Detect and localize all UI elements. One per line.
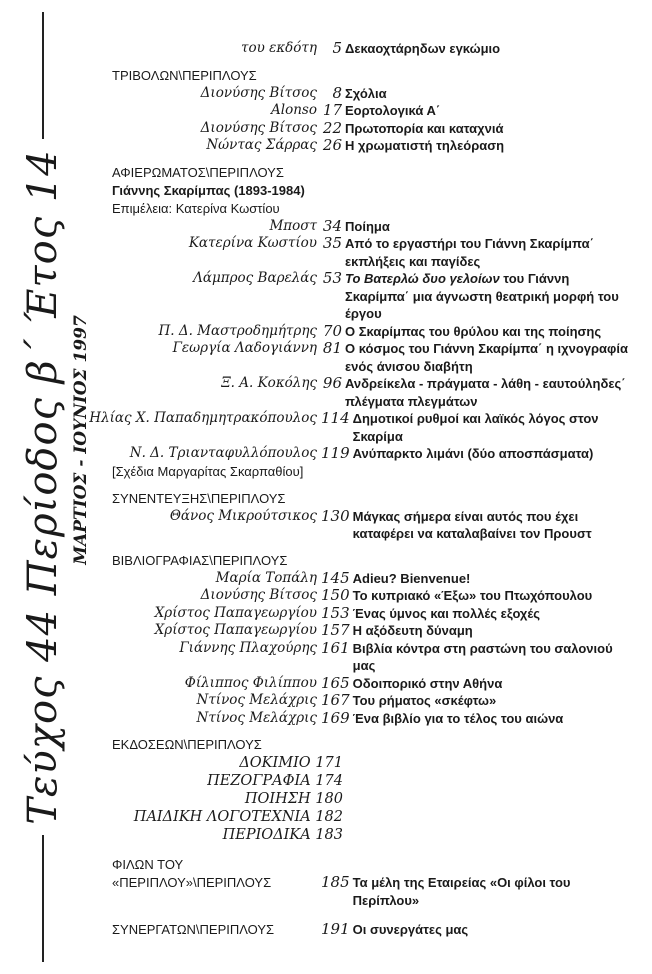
edition-page: 174 [315, 773, 343, 789]
edition-page: 183 [315, 827, 343, 843]
toc-entry [112, 85, 642, 103]
entry-title [345, 102, 630, 120]
entry-title-text: Ποίημα [345, 218, 390, 234]
section-heading: ΤΡΙΒΟΛΩΝ\ΠΕΡΙΠΛΟΥΣ [112, 67, 257, 83]
entry-page: 53 [322, 269, 342, 287]
entry-page: 96 [322, 374, 342, 392]
toc-entry [112, 605, 642, 623]
entry-page: 145 [321, 568, 350, 587]
entry-author: Θάνος Μικρούτσικος [169, 507, 317, 524]
entry-author: Διονύσης Βίτσος [200, 119, 317, 136]
toc-section [112, 67, 642, 155]
entry-title-text: Ένα βιβλίο για το τέλος του αιώνα [352, 710, 564, 726]
entry-title-text: Οδοιπορικό στην Αθήνα [352, 675, 503, 691]
entry-title-text: Πρωτοπορία και καταχνιά [345, 120, 504, 136]
entry-title-text: Ανύπαρκτο λιμάνι (δύο αποσπάσματα) [352, 446, 594, 461]
entry-title [353, 508, 638, 543]
entry-author: Διονύσης Βίτσος [200, 587, 317, 603]
section-heading: ΑΦΙΕΡΩΜΑΤΟΣ\ΠΕΡΙΠΛΟΥΣ [112, 164, 284, 180]
toc-entry [112, 270, 642, 323]
toc-entry [112, 340, 642, 375]
entry-title [353, 587, 638, 605]
entry-author: Γιάννης Πλαχούρης [179, 639, 317, 656]
entry-title [345, 375, 630, 410]
toc-entry [112, 218, 642, 236]
entry-author: του εκδότη [240, 40, 317, 56]
toc-section [89, 164, 642, 481]
editions-section [112, 736, 642, 844]
divider [42, 12, 44, 139]
entry-title [345, 235, 630, 270]
entry-title [353, 570, 638, 588]
entry-title: Δεκαοχτάρηδων εγκώμιο [345, 41, 501, 56]
entry-page: 8 [332, 83, 342, 102]
entry-page: 157 [321, 621, 350, 639]
toc-entry [112, 120, 642, 138]
entry-title [353, 710, 638, 728]
entry-title [353, 445, 638, 463]
entry-title [353, 675, 638, 693]
entry-title-text: Η χρωματιστή τηλεόραση [345, 138, 505, 153]
section-heading: ΦΙΛΩΝ ΤΟΥ [112, 857, 184, 872]
entry-title-text: Βιβλία κόντρα στη ραστώνη του σαλονιού μας [352, 640, 613, 673]
entry-title [345, 270, 630, 323]
entry-page: 22 [322, 118, 342, 137]
entry-author: Χρίστος Παπαγεωργίου [154, 604, 317, 621]
entry-title-text: Από το εργαστήρι του Γιάννη Σκαρίμπα΄ εκπλήξεις και παγίδες [345, 236, 594, 269]
entry-page: 153 [321, 603, 350, 622]
entry-title [353, 692, 638, 710]
entry-author: Κατερίνα Κωστίου [188, 235, 317, 251]
section-note: [Σχέδια Μαργαρίτας Σκαρπαθίου] [112, 463, 304, 479]
entry-title: Τα μέλη της Εταιρείας «Οι φίλοι του Περίπλου» [352, 875, 571, 908]
section-heading: ΣΥΝΕΡΓΑΤΩΝ\ΠΕΡΙΠΛΟΥΣ [112, 922, 275, 937]
entry-title-text: Ανδρείκελα - πράγματα - λάθη - εαυτούληδες΄ πλέγματα πλεγμάτων [345, 376, 626, 409]
friends-section [112, 856, 642, 909]
toc-entry [112, 640, 642, 675]
section-heading: ΕΚΔΟΣΕΩΝ\ΠΕΡΙΠΛΟΥΣ [112, 737, 262, 752]
entry-page: 17 [322, 101, 342, 119]
edition-page: 171 [315, 755, 343, 771]
entry-author: Ξ. Α. Κοκόλης [221, 375, 317, 391]
edition-label: ΠΟΙΗΣΗ [244, 791, 311, 807]
entry-author: Μαρία Τοπάλη [215, 569, 317, 586]
toc-entry [112, 323, 642, 341]
entry-author: Alonso [271, 102, 317, 118]
section-editor: Επιμέλεια: Κατερίνα Κωστίου [112, 200, 280, 216]
entry-page: 119 [321, 444, 350, 462]
spine-issue-label [18, 0, 68, 974]
entry-page: 161 [321, 638, 350, 657]
entry-title-italic: Το Βατερλώ δυο γελοίων [345, 271, 500, 286]
toc-entry [89, 409, 642, 445]
entry-author: Γεωργία Λαδογιάννη [172, 340, 317, 356]
toc-entry [112, 235, 642, 270]
entry-title [345, 137, 630, 155]
entry-page: 130 [321, 506, 350, 525]
entry-title [353, 605, 638, 623]
toc-section [112, 552, 642, 728]
entry-page: 70 [322, 321, 342, 340]
entry-title-text: Δημοτικοί ρυθμοί και λαϊκός λόγος στον Σκαρίμα [352, 411, 599, 444]
entry-title-text: Ο κόσμος του Γιάννη Σκαρίμπα΄ η ιχνογραφία ενός άνισου διαβήτη [345, 341, 628, 374]
toc-entry [112, 102, 642, 120]
entry-page: 26 [322, 136, 342, 154]
entry-title [345, 120, 630, 138]
entry-page: 34 [322, 216, 342, 235]
entry-title-text: Adieu? Bienvenue! [352, 570, 471, 586]
edition-item [112, 808, 343, 826]
entry-title-text: Εορτολογικά Α΄ [345, 103, 441, 118]
edition-page: 180 [315, 791, 343, 807]
toc-entry [112, 508, 642, 543]
entry-author: Φίλιππος Φιλίππου [184, 674, 317, 691]
entry-page: 81 [322, 339, 342, 357]
toc-entry [112, 587, 642, 605]
toc-section [112, 490, 642, 543]
entry-page: 167 [321, 691, 350, 709]
entry-title-text: Μάγκας σήμερα είναι αυτός που έχει καταφέρει να καταλαβαίνει τον Προυστ [352, 508, 592, 541]
entry-title [345, 85, 630, 103]
edition-item [112, 754, 343, 772]
section-heading: «ΠΕΡΙΠΛΟΥ»\ΠΕΡΙΠΛΟΥΣ [112, 875, 272, 890]
entry-page: 35 [322, 234, 342, 252]
entry-author: Ηλίας Χ. Παπαδημητρακόπουλος [89, 410, 317, 426]
toc-entry [112, 40, 642, 58]
issue-date [68, 290, 94, 590]
entry-title-text: του Γιάννη Σκαρίμπα΄ μια άγνωστη θεατρική μορφή του έργου [345, 271, 619, 321]
entry-author: Νώντας Σάρρας [206, 137, 317, 153]
edition-item [112, 790, 343, 808]
entry-author: Π. Δ. Μαστροδημήτρης [158, 322, 317, 339]
toc-entry [112, 375, 642, 410]
entry-author: Ντίνος Μελάχρις [196, 692, 317, 708]
entry-author: Μποστ [269, 217, 317, 234]
edition-page: 182 [315, 809, 343, 825]
collaborators-section [112, 921, 642, 939]
entry-title-text: Ένας ύμνος και πολλές εξοχές [352, 605, 541, 621]
entry-title [345, 340, 630, 375]
edition-item [112, 826, 343, 844]
toc-entry [112, 710, 642, 728]
edition-label: ΠΑΙΔΙΚΗ ΛΟΓΟΤΕΧΝΙΑ [133, 809, 311, 825]
entry-page: 150 [321, 586, 350, 604]
entry-title [345, 218, 630, 236]
entry-title [345, 323, 630, 341]
entry-title [353, 622, 638, 640]
entry-title [353, 410, 638, 445]
table-of-contents [89, 39, 642, 939]
section-heading: ΣΥΝΕΝΤΕΥΞΗΣ\ΠΕΡΙΠΛΟΥΣ [112, 490, 286, 506]
toc-entry [112, 137, 642, 155]
entry-page: 165 [321, 673, 350, 692]
section-heading: ΒΙΒΛΙΟΓΡΑΦΙΑΣ\ΠΕΡΙΠΛΟΥΣ [112, 552, 288, 568]
toc-entry [112, 622, 642, 640]
issue-date-text: ΜΑΡΤΙΟΣ - ΙΟΥΝΙΟΣ 1997 [71, 315, 91, 565]
edition-label: ΠΕΖΟΓΡΑΦΙΑ [207, 773, 311, 789]
entry-author: Λάμπρος Βαρελάς [193, 270, 317, 286]
entry-page: 5 [332, 39, 342, 57]
entry-author: Διονύσης Βίτσος [200, 84, 317, 101]
entry-page: 169 [321, 708, 350, 727]
entry-author: Ντίνος Μελάχρις [196, 709, 317, 726]
entry-author: Ν. Δ. Τριανταφυλλόπουλος [129, 445, 317, 461]
entry-page: 185 [321, 873, 350, 891]
entry-title [353, 640, 638, 675]
entry-page: 114 [321, 409, 350, 427]
section-subtitle: Γιάννης Σκαρίμπας (1893-1984) [112, 182, 305, 198]
entry-title-text: Ο Σκαρίμπας του θρύλου και της ποίησης [345, 323, 602, 339]
edition-label: ΠΕΡΙΟΔΙΚΑ [222, 827, 311, 843]
toc-entry [112, 675, 642, 693]
edition-label: ΔΟΚΙΜΙΟ [239, 755, 311, 771]
entry-title-text: Σχόλια [345, 85, 387, 101]
entry-title-text: Η αξόδευτη δύναμη [352, 623, 473, 638]
entry-page: 191 [321, 920, 350, 938]
toc-entry [112, 445, 642, 463]
issue-title: Τεύχος 44 Περίοδος β΄ Έτος 14 [20, 149, 66, 825]
entry-title: Οι συνεργάτες μας [352, 922, 469, 937]
entry-title-text: Το κυπριακό «Έξω» του Πτωχόπουλου [352, 588, 593, 603]
entry-title-text: Του ρήματος «σκέφτω» [352, 693, 497, 708]
toc-entry [112, 570, 642, 588]
toc-entry [112, 692, 642, 710]
divider [42, 835, 44, 962]
edition-item [112, 772, 343, 790]
entry-author: Χρίστος Παπαγεωργίου [154, 622, 317, 638]
